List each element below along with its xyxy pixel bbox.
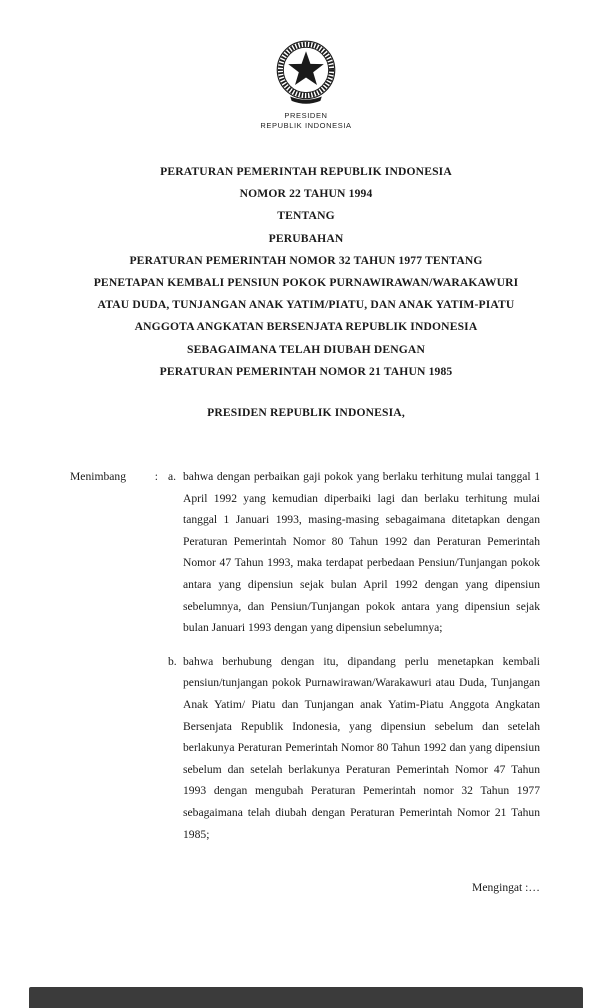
title-line-1: PERATURAN PEMERINTAH REPUBLIK INDONESIA [160,165,452,178]
preamble-section [0,466,612,845]
item-marker-b: b. [168,654,177,668]
title-line-5: PERATURAN PEMERINTAH NOMOR 32 TAHUN 1977 TENTANG [129,253,483,267]
consideration-item-a [168,466,540,639]
presidential-seal-icon [270,34,342,108]
title-line-8: ANGGOTA ANGKATAN BERSENJATA REPUBLIK INDONESIA [134,320,478,334]
menimbang-label [70,466,158,488]
item-text-b: bahwa berhubung dengan itu, dipandang perlu menetapkan kembali pensiun/tunjangan pokok Purnawirawan/Warakawuri atau Duda, Tunjangan Anak Yatim/ Piatu dan Tunjangan anak Yatim-Piatu Anggota Angkatan Bersenjata Republik Indonesia, yang dipensiun sebelum dan setelah berlakunya Peraturan Pemerintah Nomor 80 Tahun 1992 dan yang dipensiun sebelum dan setelah berlakunya Peraturan Pemerintah Nomor 47 Tahun 1993 dengan mengubah Peraturan Pemerintah nomor 32 Tahun 1977 sebagaimana telah diubah dengan Peraturan Pemerintah Nomor 21 Tahun 1985; [183,654,540,841]
title-line-7: ATAU DUDA, TUNJANGAN ANAK YATIM/PIATU, DAN ANAK YATIM-PIATU [97,298,515,312]
title-line-10: PERATURAN PEMERINTAH NOMOR 21 TAHUN 1985 [159,364,453,378]
page-footer-bar [29,987,583,1008]
catchword-mengingat: Mengingat :… [472,881,540,895]
item-marker-a: a. [168,470,177,484]
letterhead [0,0,612,131]
salutation: PRESIDEN REPUBLIK INDONESIA, [207,406,405,420]
menimbang-colon: : [154,470,158,484]
letterhead-line-presiden: PRESIDEN [284,111,328,120]
item-text-a: bahwa dengan perbaikan gaji pokok yang berlaku terhitung mulai tanggal 1 April 1992 yang kemudian diperbaiki lagi dan berlaku terhitung mulai tanggal 1 Januari 1993, masing-masing sebagaimana ditetapkan dengan Peraturan Pemerintah Nomor 80 Tahun 1992 dan Peraturan Pemerintah Nomor 47 Tahun 1993, maka terdapat perbedaan Pensiun/Tunjangan pokok antara yang dipensiun sejak bulan April 1992 dengan yang dipensiun sebelumnya, dan Pensiun/Tunjangan pokok antara yang dipensiun sejak bulan Januari 1993 dengan yang dipensiun sebelumnya; [183,470,540,635]
title-line-3: TENTANG [277,209,335,223]
menimbang-word: Menimbang [70,470,127,484]
consideration-item-b [168,651,540,845]
star-icon [288,51,324,85]
title-line-9: SEBAGAIMANA TELAH DIUBAH DENGAN [187,342,425,356]
menimbang-items [168,466,540,845]
title-line-6: PENETAPAN KEMBALI PENSIUN POKOK PURNAWIRAWAN/WARAKAWURI [93,276,519,290]
title-line-2: NOMOR 22 TAHUN 1994 [239,187,373,201]
title-line-4: PERUBAHAN [268,231,344,245]
menimbang-block [70,466,540,845]
letterhead-line-republik: REPUBLIK INDONESIA [260,121,352,130]
document-title [0,161,612,383]
